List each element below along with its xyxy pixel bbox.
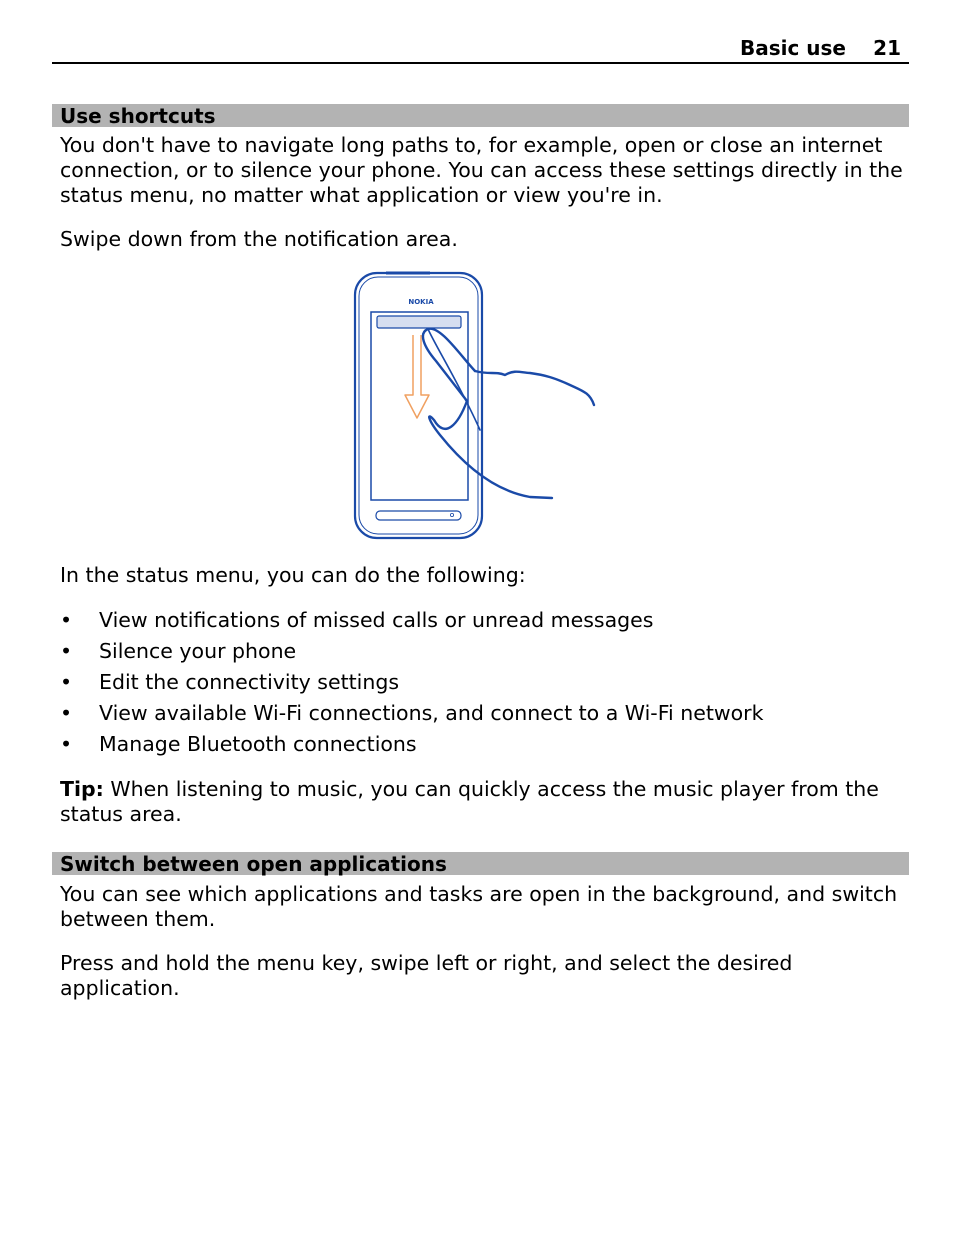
section-heading-switch-apps: [52, 852, 909, 875]
bullet-glyph: •: [60, 732, 73, 756]
tip-paragraph: [60, 777, 910, 827]
section2-intro: You can see which applications and tasks are open in the background, and switch between them.: [60, 882, 898, 931]
section2-instruction: Press and hold the menu key, swipe left or right, and select the desired application.: [60, 951, 793, 1000]
section1-instruction: Swipe down from the notification area.: [60, 227, 458, 251]
tip-text: When listening to music, you can quickly access the music player from the status area.: [60, 777, 879, 826]
list-item: [60, 668, 910, 699]
notification-area: [377, 316, 461, 328]
bullet-glyph: •: [60, 608, 73, 632]
list-item-text: Silence your phone: [99, 639, 297, 663]
list-item-text: View available Wi-Fi connections, and connect to a Wi-Fi network: [99, 701, 764, 725]
list-item-text: Manage Bluetooth connections: [99, 732, 417, 756]
section1-intro: You don't have to navigate long paths to, for example, open or close an internet connection, or to silence your phone. You can access these settings directly in the status menu, no matter what application or view you're in.: [60, 133, 903, 207]
status-menu-options-list: [60, 606, 910, 761]
phone-brand-label: NOKIA: [408, 298, 434, 306]
phone-screen: [371, 312, 468, 500]
hand-knuckles: [475, 371, 594, 405]
bullet-glyph: •: [60, 670, 73, 694]
list-item-text: View notifications of missed calls or unread messages: [99, 608, 654, 632]
status-menu-intro: In the status menu, you can do the following:: [60, 563, 526, 587]
section-heading-use-shortcuts: [52, 104, 909, 127]
page-number: 21: [873, 36, 901, 60]
list-item: [60, 606, 910, 637]
bullet-glyph: •: [60, 701, 73, 725]
page-header: [52, 34, 909, 64]
list-item: [60, 699, 910, 730]
chapter-title: Basic use: [739, 36, 846, 60]
bullet-glyph: •: [60, 639, 73, 663]
list-item-text: Edit the connectivity settings: [99, 670, 400, 694]
section-heading-text: Switch between open applications: [60, 852, 447, 876]
list-item: [60, 730, 910, 761]
swipe-down-illustration: [340, 265, 610, 545]
section-heading-text: Use shortcuts: [60, 104, 216, 128]
tip-label: Tip:: [60, 777, 104, 801]
list-item: [60, 637, 910, 668]
